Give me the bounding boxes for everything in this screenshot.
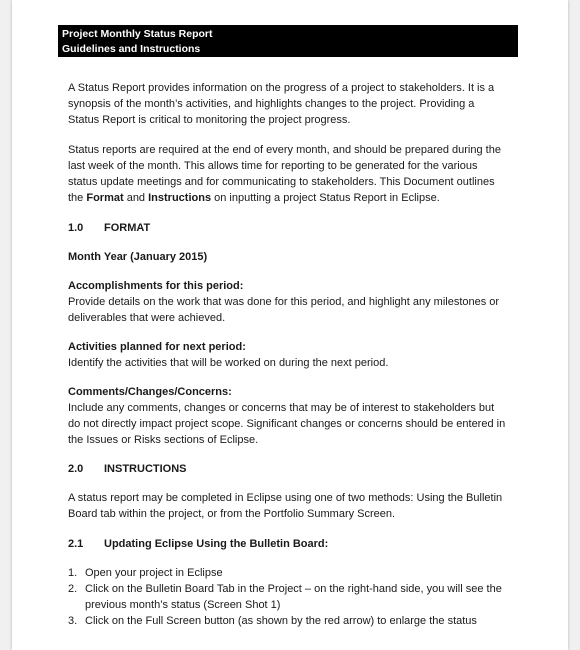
list-item <box>68 565 508 581</box>
activities-text: Identify the activities that will be worked on during the next period. <box>68 357 389 369</box>
format-emphasis: Format <box>86 192 124 204</box>
step-text: Open your project in Eclipse <box>85 567 223 579</box>
accomplishments-block <box>68 278 508 326</box>
section-title: FORMAT <box>104 222 151 234</box>
document-body <box>68 80 508 629</box>
activities-title: Activities planned for next period: <box>68 341 246 353</box>
accomplishments-text: Provide details on the work that was done for this period, and highlight any milestones or deliverables that were achieved. <box>68 296 500 324</box>
intro-paragraph-2: Status reports are required at the end of every month, and should be prepared during the last week of the month. This allows time for reporting to be generated for the various status update meetings and for communicating to stakeholders. This Document outlines the Format and Instructions on inputting a project Status Report in Eclipse. <box>68 144 501 204</box>
step-text: Click on the Full Screen button (as shown by the red arrow) to enlarge the status <box>85 615 477 627</box>
instructions-emphasis: Instructions <box>148 192 212 204</box>
steps-list <box>68 565 508 629</box>
intro-paragraph-1: A Status Report provides information on the progress of a project to stakeholders. It is a synopsis of the month’s activities, and highlights changes to the project. Providing a Status Report is critical to monitoring the project progress. <box>68 82 495 126</box>
comments-block <box>68 384 508 448</box>
list-item <box>68 581 508 613</box>
document-header-bar <box>58 25 518 57</box>
section-number: 1.0 <box>68 222 84 234</box>
step-number: 1. <box>68 567 78 579</box>
step-text: Click on the Bulletin Board Tab in the Project – on the right-hand side, you will see the previous month’s status (Screen Shot 1) <box>85 583 502 611</box>
comments-title: Comments/Changes/Concerns: <box>68 386 232 398</box>
subsection-number: 2.1 <box>68 538 84 550</box>
section-heading-instructions <box>68 461 508 477</box>
instructions-text: A status report may be completed in Eclipse using one of two methods: Using the Bulletin Board tab within the project, or from the Portfolio Summary Screen. <box>68 492 503 520</box>
subsection-heading-bulletin-board <box>68 536 508 552</box>
header-subtitle: Guidelines and Instructions <box>62 43 201 55</box>
section-heading-format <box>68 220 508 236</box>
section-title: INSTRUCTIONS <box>104 463 187 475</box>
section-number: 2.0 <box>68 463 84 475</box>
list-item <box>68 613 508 629</box>
header-title: Project Monthly Status Report <box>62 28 213 40</box>
step-number: 3. <box>68 615 78 627</box>
month-year-heading: Month Year (January 2015) <box>68 251 208 263</box>
document-page <box>12 0 568 650</box>
accomplishments-title: Accomplishments for this period: <box>68 280 244 292</box>
subsection-title: Updating Eclipse Using the Bulletin Board: <box>104 538 329 550</box>
comments-text: Include any comments, changes or concerns that may be of interest to stakeholders but do not directly impact project scope. Significant changes or concerns should be entered in the Issues or Risks sections of Eclipse. <box>68 402 506 446</box>
step-number: 2. <box>68 583 78 595</box>
activities-block <box>68 339 508 371</box>
